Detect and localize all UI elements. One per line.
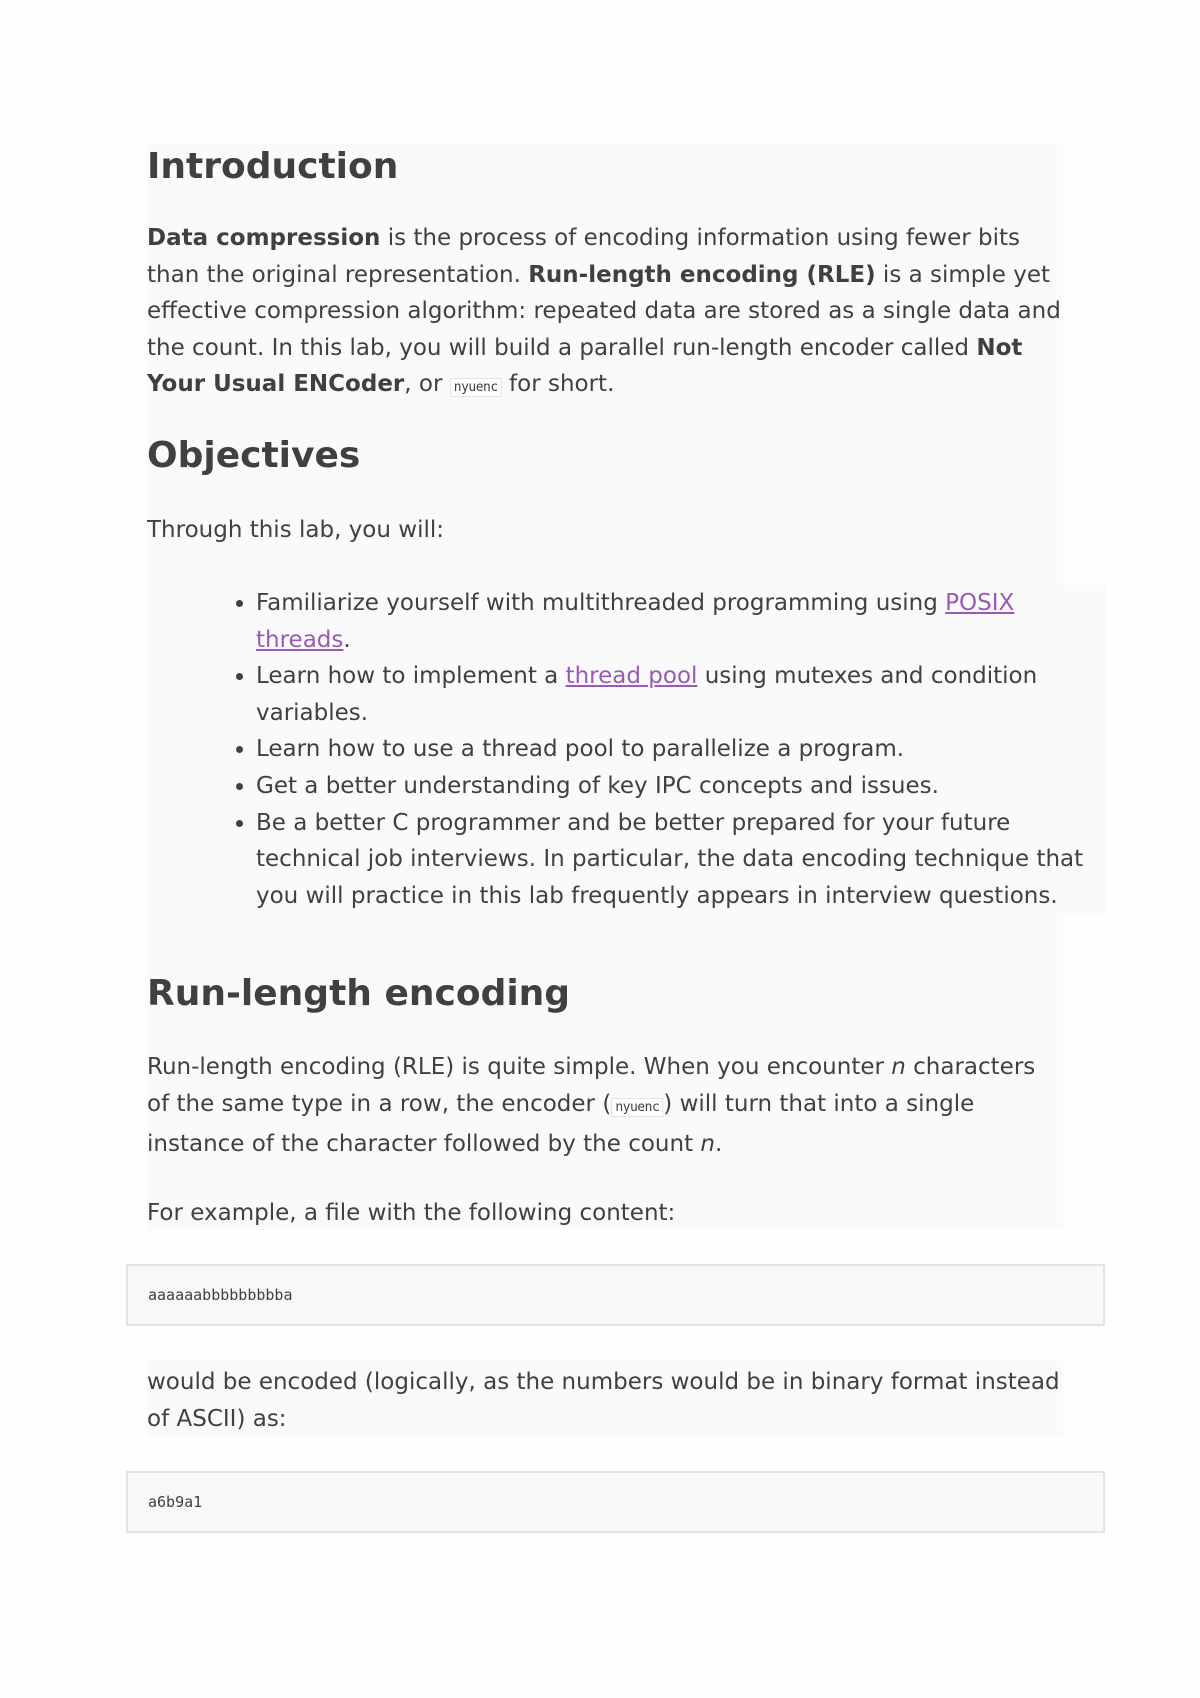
list-item — [256, 585, 1106, 658]
inline-code: nyuenc — [611, 1098, 663, 1117]
heading-run-length-encoding: Run-length encoding — [147, 973, 571, 1014]
link-posix-threads[interactable]: POSIX threads — [256, 590, 1015, 653]
text: Familiarize yourself with multithreaded programming using — [256, 590, 946, 616]
text: for short. — [501, 371, 615, 398]
text: Learn how to implement a — [256, 663, 566, 690]
list-item: • Learn how to use a thread pool to parallelize a program. — [256, 731, 1106, 768]
objectives-list — [220, 585, 1106, 914]
heading-introduction: Introduction — [147, 146, 399, 187]
text: . — [343, 626, 351, 653]
link-thread-pool[interactable]: thread pool — [565, 663, 698, 690]
list-item: • Get a better understanding of key IPC concepts and issues. — [256, 768, 1106, 805]
example-intro: For example, a file with the following content: — [147, 1200, 676, 1226]
rle-paragraph — [147, 1049, 1047, 1163]
text: . — [714, 1131, 723, 1158]
list-item — [256, 658, 1106, 731]
inline-code: nyuenc — [450, 378, 502, 397]
encoded-paragraph: would be encoded (logically, as the numbers would be in binary format instead of ASCII) as: — [147, 1369, 1060, 1432]
objectives-lead: Through this lab, you will: — [147, 517, 445, 543]
text: using mutexes and condition variables. — [256, 663, 1038, 726]
list-item: • Be a better C programmer and be better prepared for your future technical job interviews. In particular, the data encoding technique that you will practice in this lab frequently appears in interview questions. — [256, 805, 1106, 915]
text: Run-length encoding (RLE) is quite simple. When you encounter — [147, 1054, 892, 1080]
text: , or — [404, 371, 450, 398]
intro-paragraph — [147, 220, 1063, 407]
var-n: n — [700, 1131, 715, 1158]
code-block-output: a6b9a1 — [126, 1471, 1105, 1533]
term-data-compression: Data compression — [147, 225, 381, 251]
var-n: n — [891, 1054, 906, 1080]
text: characters of the same type in a row, the encoder ( — [147, 1054, 1036, 1117]
code-block-input: aaaaaabbbbbbbbba — [126, 1264, 1105, 1326]
term-rle: Run-length encoding (RLE) — [528, 261, 876, 288]
text: ) will turn that into a single instance of the character followed by the count — [147, 1090, 975, 1158]
text: is the process of encoding information using fewer bits than the original representation. — [147, 225, 1020, 288]
text: is a simple yet effective compression algorithm: repeated data are stored as a single data and the count. In this lab, you will build a parallel run-length encoder called — [147, 261, 1061, 361]
heading-objectives: Objectives — [147, 435, 361, 476]
term-nyuenc: Not Your Usual ENCoder — [147, 334, 1023, 398]
